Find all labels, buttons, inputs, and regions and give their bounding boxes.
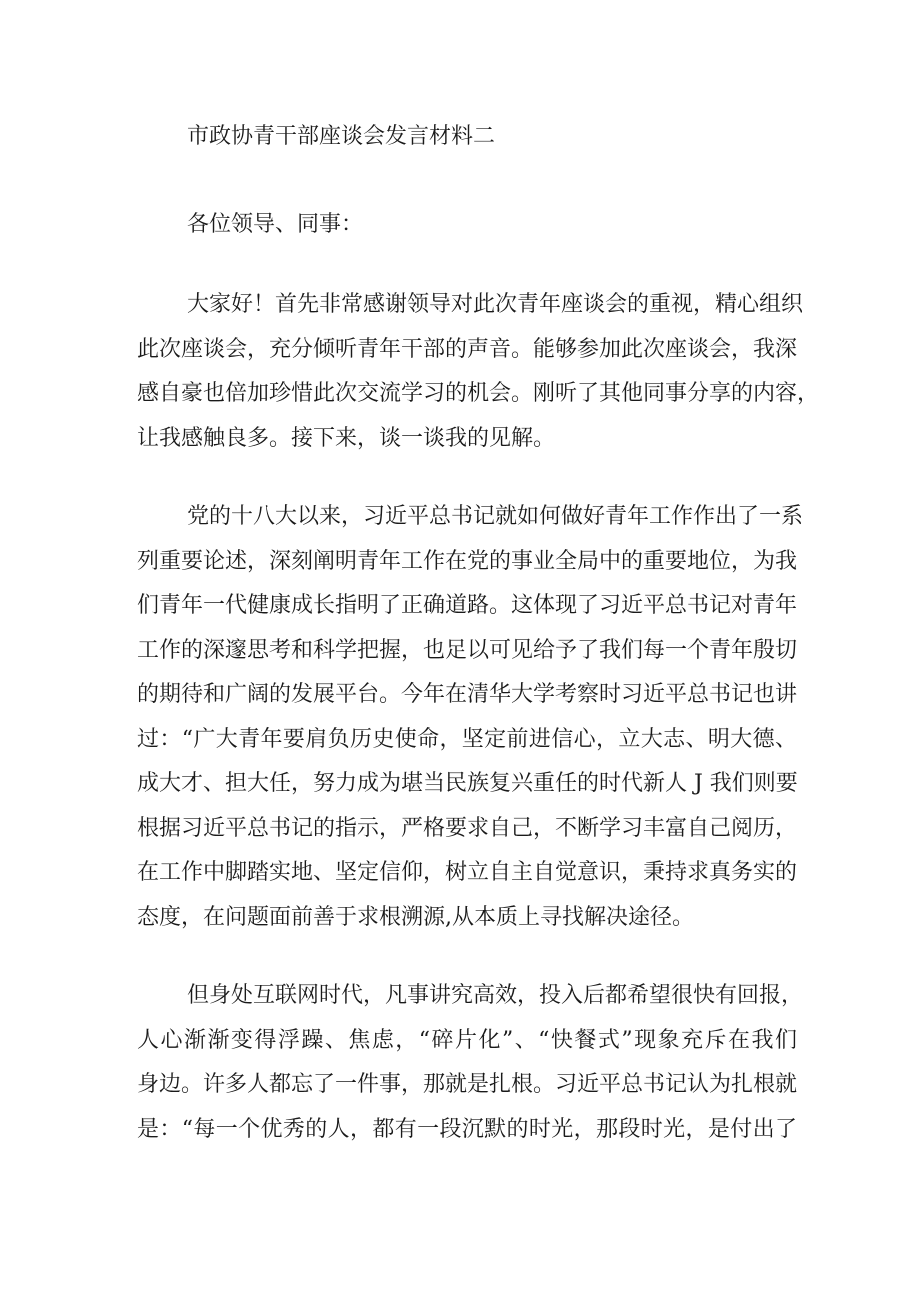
text-line: 过：“广大青年要肩负历史使命，坚定前进信心，立大志、明大德、: [137, 726, 797, 752]
text-line: 但身处互联网时代，凡事讲究高效，投入后都希望很快有回报，: [187, 983, 804, 1008]
text-line: 根据习近平总书记的指示，严格要求自己，不断学习丰富自己阅历，: [137, 815, 798, 841]
text-line: 们青年一代健康成长指明了正确道路。这体现了习近平总书记对青年: [137, 593, 798, 618]
text-line: 成大才、担大任，努力成为堪当民族复兴重任的时代新人 J 我们则要: [137, 771, 798, 796]
salutation: 各位领导、同事：: [187, 212, 364, 237]
text-line: 让我感触良多。接下来，谈一谈我的见解。: [137, 425, 556, 451]
text-line: 在工作中脚踏实地、坚定信仰，树立自主自觉意识，秉持求真务实的: [137, 860, 798, 885]
text-line: 感自豪也倍加珍惜此次交流学习的机会。刚听了其他同事分享的内容，: [137, 381, 820, 406]
text-line: 列重要论述，深刻阐明青年工作在党的事业全局中的重要地位，为我: [137, 548, 798, 574]
text-line: 身边。许多人都忘了一件事，那就是扎根。习近平总书记认为扎根就: [137, 1072, 798, 1097]
text-line: 工作的深邃思考和科学把握，也足以可见给予了我们每一个青年殷切: [137, 637, 798, 663]
text-line: 大家好！首先非常感谢领导对此次青年座谈会的重视，精心组织: [187, 292, 804, 317]
text-line: 人心渐渐变得浮躁、焦虑，“碎片化”、“快餐式”现象充斥在我们: [137, 1027, 797, 1053]
text-line: 此次座谈会，充分倾听青年干部的声音。能够参加此次座谈会，我深: [137, 336, 798, 362]
text-line: 的期待和广阔的发展平台。今年在清华大学考察时习近平总书记也讲: [137, 682, 798, 707]
paragraph-opening: [137, 283, 820, 461]
text-line: 态度，在问题面前善于求根溯源,从本质上寻找解决途径。: [137, 904, 694, 930]
paragraph-youth-work: [137, 495, 804, 940]
paragraph-internet-era: [137, 974, 804, 1152]
text-line: 是：“每一个优秀的人，都有一段沉默的时光，那段时光，是付出了: [137, 1116, 797, 1142]
text-line: 党的十八大以来，习近平总书记就如何做好青年工作作出了一系: [187, 504, 804, 529]
document-title: 市政协青干部座谈会发言材料二: [187, 124, 496, 149]
